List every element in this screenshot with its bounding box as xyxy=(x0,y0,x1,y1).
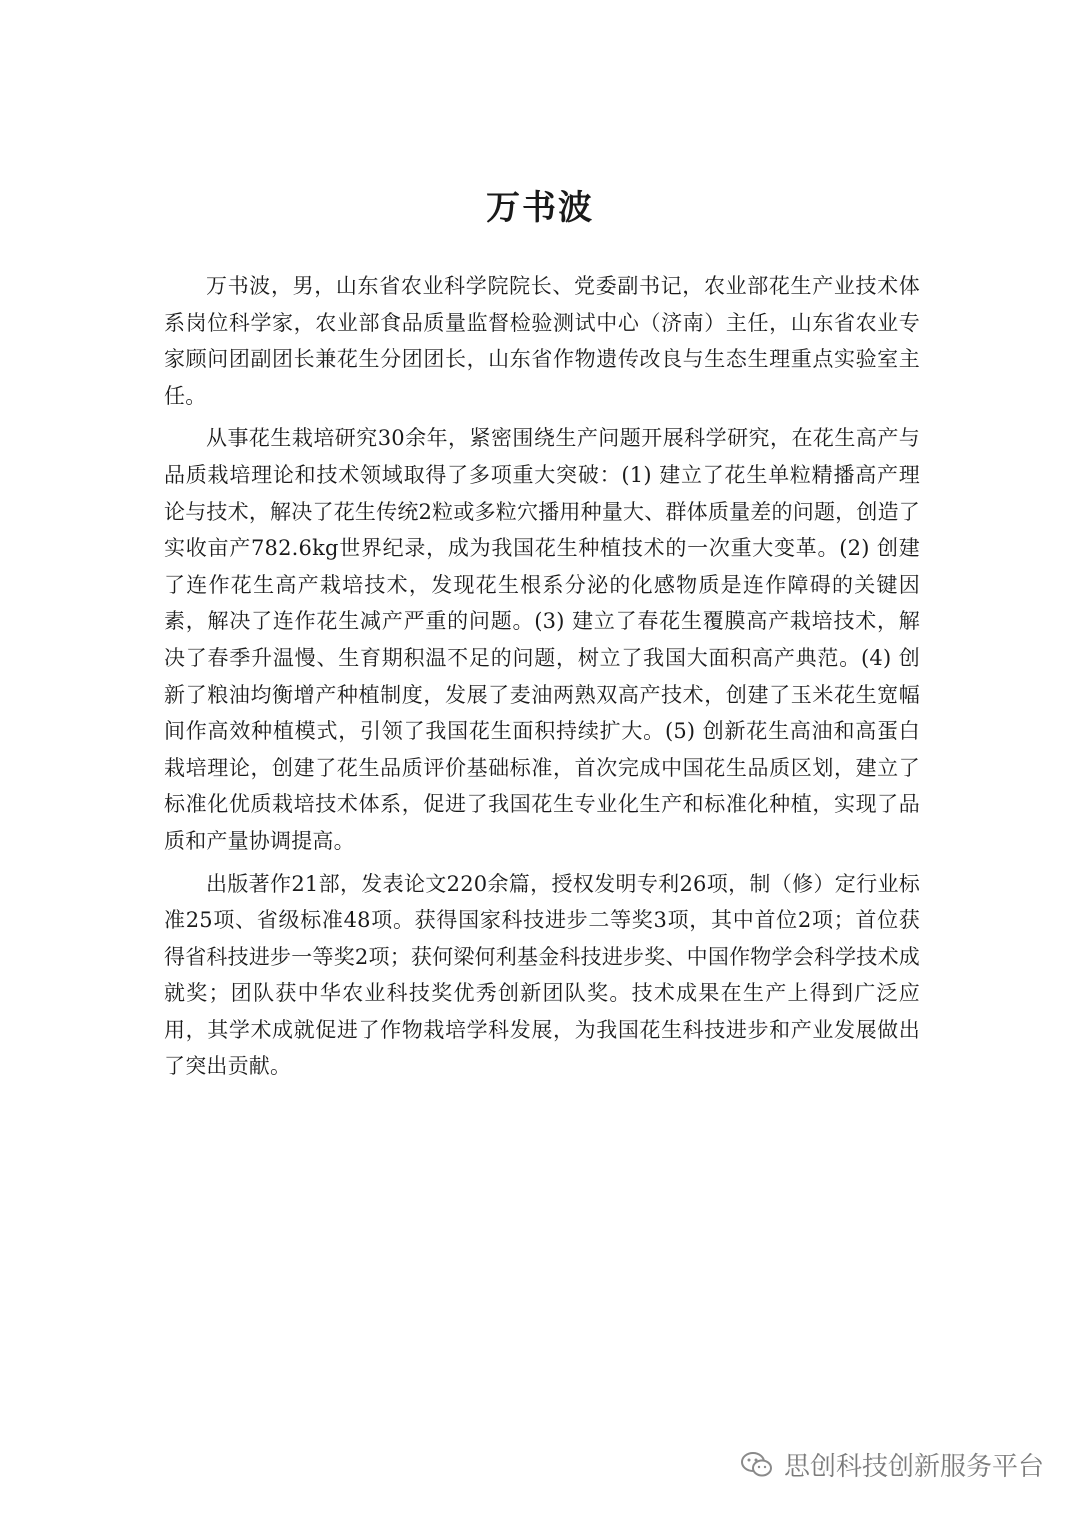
paragraph-research: 从事花生栽培研究30余年，紧密围绕生产问题开展科学研究，在花生高产与品质栽培理论和技术领域取得了多项重大突破：(1) 建立了花生单粒精播高产理论与技术，解决了花生传统2粒或多粒穴播用种量大、群体质量差的问题，创造了实收亩产782.6kg世界纪录，成为我国花生种植技术的一次重大变革。(2) 创建了连作花生高产栽培技术，发现花生根系分泌的化感物质是连作障碍的关键因素，解决了连作花生减产严重的问题。(3) 建立了春花生覆膜高产栽培技术，解决了春季升温慢、生育期积温不足的问题，树立了我国大面积高产典范。(4) 创新了粮油均衡增产种植制度，发展了麦油两熟双高产技术，创建了玉米花生宽幅间作高效种植模式，引领了我国花生面积持续扩大。(5) 创新花生高油和高蛋白栽培理论，创建了花生品质评价基础标准，首次完成中国花生品质区划，建立了标准化优质栽培技术体系，促进了我国花生专业化生产和标准化种植，实现了品质和产量协调提高。 xyxy=(164,426,920,853)
paragraph-achievements: 出版著作21部，发表论文220余篇，授权发明专利26项，制（修）定行业标准25项、省级标准48项。获得国家科技进步二等奖3项，其中首位2项；首位获得省科技进步一等奖2项；获何梁何利基金科技进步奖、中国作物学会科学技术成就奖；团队获中华农业科技奖优秀创新团队奖。技术成果在生产上得到广泛应用，其学术成就促进了作物栽培学科发展，为我国花生科技进步和产业发展做出了突出贡献。 xyxy=(164,871,920,1079)
watermark xyxy=(740,1446,1044,1483)
document-body xyxy=(164,268,920,1091)
wechat-icon xyxy=(740,1451,774,1479)
page-title: 万书波 xyxy=(486,188,594,228)
watermark-text: 思创科技创新服务平台 xyxy=(783,1452,1044,1482)
paragraph-intro: 万书波，男，山东省农业科学院院长、党委副书记，农业部花生产业技术体系岗位科学家，农业部食品质量监督检验测试中心（济南）主任，山东省农业专家顾问团副团长兼花生分团团长，山东省作物遗传改良与生态生理重点实验室主任。 xyxy=(164,274,920,408)
